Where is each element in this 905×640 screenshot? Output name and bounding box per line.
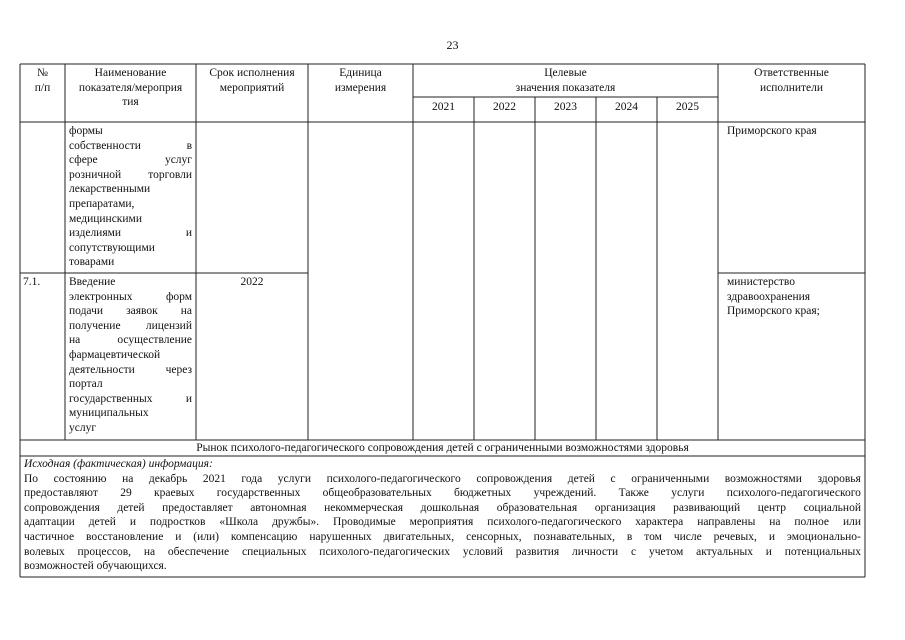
header-number: № п/п xyxy=(34,67,51,94)
section-title: Рынок психолого-педагогического сопровождения детей с ограниченными возможностями здоровья xyxy=(196,442,689,454)
header-year-2023: 2023 xyxy=(554,101,577,113)
page-number: 23 xyxy=(446,38,459,52)
header-year-2021: 2021 xyxy=(432,101,455,113)
header-deadline: Срок исполнения мероприятий xyxy=(209,67,295,94)
row-7-1-deadline: 2022 xyxy=(240,276,264,288)
info-line: частичное восстановление и (или) компенсацию нарушенных двигательных, сенсорных, познавательных, в том числе речевых, и эмоционально- xyxy=(24,530,861,543)
row-7-1-number: 7.1. xyxy=(23,276,41,288)
info-line: волевых процессов, на обеспечение специальных психолого-педагогических условий развития личности с учетом актуальных и потенциальных xyxy=(24,545,861,558)
info-line: адаптации детей и подростков «Школа дружбы». Проводимые мероприятия психолого-педагогического характера направлены на полное или xyxy=(24,516,861,529)
header-responsible: Ответственные исполнители xyxy=(754,67,829,94)
info-line: сопровождения детей предоставляет автономная некоммерческая дошкольная образовательная организация развивающий центр социальной xyxy=(24,501,861,514)
section-info xyxy=(24,457,861,574)
row-7-1-responsible: министерство здравоохранения Приморского края; xyxy=(727,276,820,318)
row-7-1-name: Введение электронных форм подачи заявок на получение лицензий на осуществление фармацевтической деятельности через портал государственных и муниципальных услуг xyxy=(69,276,192,434)
header-targets: Целевые значения показателя xyxy=(515,67,616,94)
continuation-responsible: Приморского края xyxy=(727,125,817,137)
header-year-2025: 2025 xyxy=(676,101,699,113)
info-line: возможностей обучающихся. xyxy=(24,560,167,573)
header-year-2024: 2024 xyxy=(615,101,638,113)
header-year-2022: 2022 xyxy=(493,101,516,113)
header-name: Наименование показателя/мероприя тия xyxy=(78,67,183,109)
continuation-name: формы собственности в сфере услуг розничной торговли лекарственными препаратами, медицинскими изделиями и сопутствующими товарами xyxy=(69,125,192,269)
info-line: По состоянию на декабрь 2021 года услуги психолого-педагогического сопровождения детей с ограниченными возможностями здоровья xyxy=(24,472,861,485)
info-line: предоставляют 29 краевых государственных общеобразовательных бюджетных учреждений. Также услуги психолого-педагогического xyxy=(24,487,861,500)
header-unit: Единица измерения xyxy=(334,67,387,94)
info-heading: Исходная (фактическая) информация: xyxy=(24,458,213,470)
